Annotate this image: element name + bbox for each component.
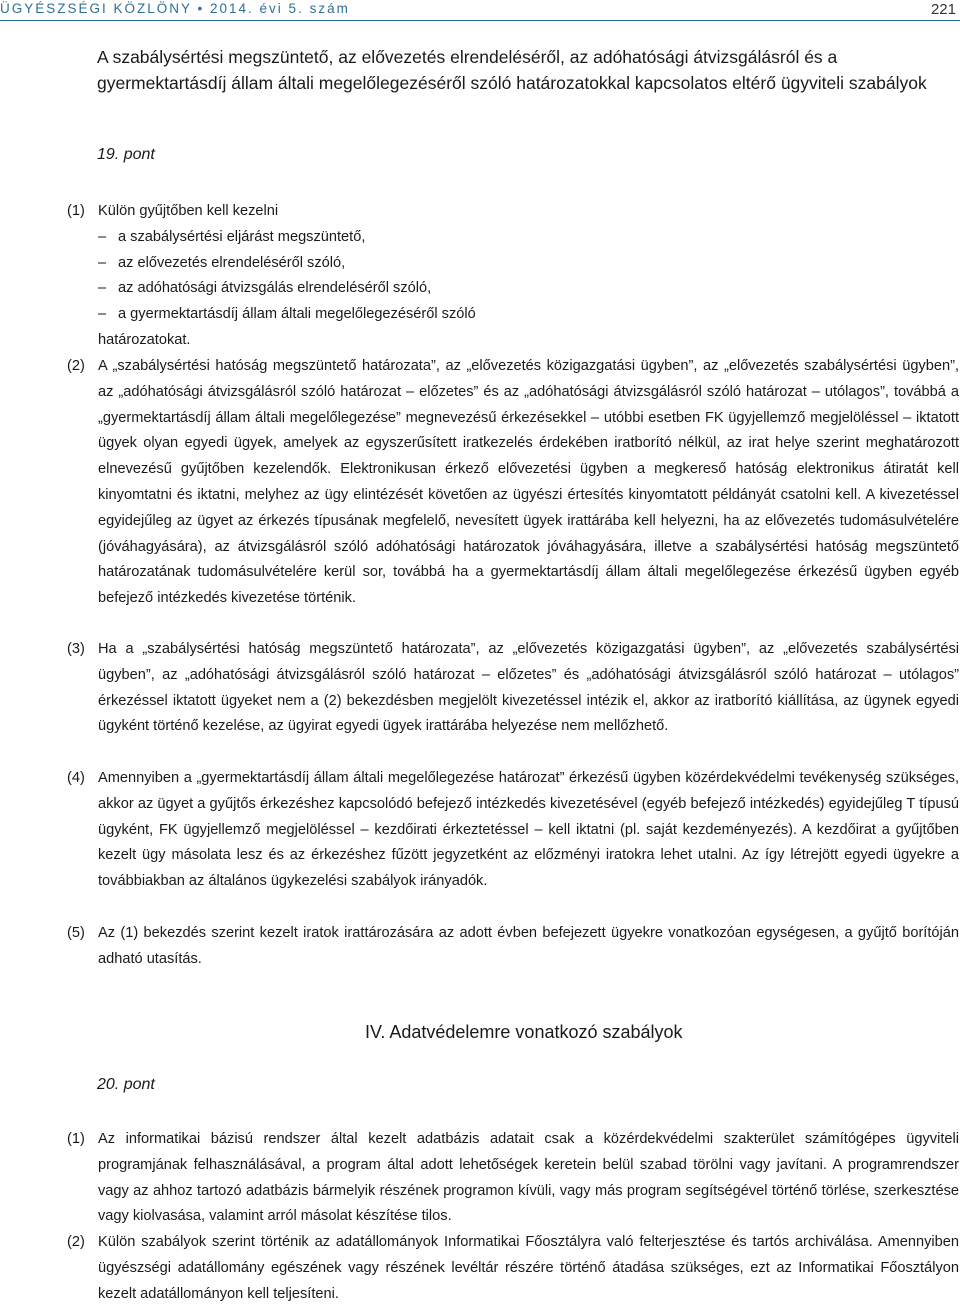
list-item (98, 302, 959, 328)
paragraph-text: Az informatikai bázisú rendszer által kezelt adatbázis adatait csak a közérdekvédelmi szakterület számítógépes ügyviteli programjának felhasználásával, a program által adott lehetőségek keretein belül szabad törölni vagy javítani. A programrendszer vagy az ahhoz tartozó adatbázis bármelyik részének programon kívüli, vagy más program segítségével történő törlése, szerkesztése vagy kiolvasása, valamint arról másolat készítése tilos. (98, 1131, 959, 1225)
list-item-text: az elővezetés elrendeléséről szóló, (118, 254, 346, 271)
pont-19-label: 19. pont (97, 146, 155, 163)
paragraph-text: Amennyiben a „gyermektartásdíj állam általi megelőlegezése határozat” érkezésű ügyben közérdekvédelmi tevékenység szükséges, akkor az ügyet a gyűjtős érkezéshez kapcsolódó befejező intézkedés kivezetésével (egyéb befejező intézkedés) egyidejűleg T típusú ügyként, FK ügyjellemző megjelöléssel – kezdőirati érkeztetéssel – kell iktatni (pl. saját kezdeményezés). A kezdőirat a gyűjtőben kezelt ügy másolata lesz és az érkezéshez fűzött jegyzetként az előzményi iratokra lehet utalni. Az így létrejött egyedi ügyekre a továbbiakban az általános ügykezelési szabályok irányadók. (98, 770, 959, 890)
paragraph-number: (3) (67, 641, 85, 657)
list-item (98, 276, 959, 302)
paragraph-number: (4) (67, 770, 85, 786)
dash-marker: – (98, 306, 107, 323)
pont-19-paragraph-5 (67, 921, 959, 973)
paragraph-intro: Külön gyűjtőben kell kezelni (98, 203, 279, 219)
paragraph-number: (2) (67, 1234, 85, 1250)
list-item-text: a szabálysértési eljárást megszüntető, (118, 228, 366, 245)
paragraph-text (98, 199, 959, 354)
pont-19-paragraph-1 (67, 199, 959, 354)
chapter-title: IV. Adatvédelemre vonatkozó szabályok (365, 1022, 683, 1042)
paragraph-number: (5) (67, 925, 85, 941)
journal-title: ÜGYÉSZSÉGI KÖZLÖNY • 2014. évi 5. szám (0, 1, 350, 16)
pont-20-paragraph-1 (67, 1127, 959, 1230)
dash-marker: – (98, 280, 107, 297)
pont-19-paragraph-3 (67, 637, 959, 740)
pont-20-label: 20. pont (97, 1076, 155, 1093)
dash-marker: – (98, 228, 107, 245)
dash-marker: – (98, 254, 107, 271)
list-item (98, 225, 959, 251)
page-number: 221 (930, 1, 956, 18)
list-item (98, 251, 959, 277)
paragraph-text: Ha a „szabálysértési hatóság megszüntető határozata”, az „elővezetés közigazgatási ügyben”, az „elővezetés szabálysértési ügyben”, az „adóhatósági átvizsgálásról szóló határozat – előzetes” és „adóhatósági átvizsgálásról szóló határozat – utólagos” érkezéssel iktatott ügyeket nem a (2) bekezdésben megjelölt kivezetéssel intézik el, akkor az iratborító kiállítása, az ügynek egyedi ügyként történő kezelése, az ügyirat egyedi ügyek irattárába helyezése nem mellőzhető. (98, 641, 959, 735)
pont-19-paragraph-4 (67, 766, 959, 895)
paragraph-number: (2) (67, 358, 85, 374)
section-title: A szabálysértési megszüntető, az elővezetés elrendeléséről, az adóhatósági átvizsgálásról és a gyermektartásdíj állam általi megelőlegezéséről szóló határozatokkal kapcsolatos eltérő ügyviteli szabályok (97, 47, 927, 93)
pont-19-paragraph-2 (67, 354, 959, 612)
list-item-text: a gyermektartásdíj állam általi megelőlegezéséről szóló (118, 306, 476, 323)
running-head (0, 0, 960, 20)
paragraph-number: (1) (67, 1131, 85, 1147)
paragraph-number: (1) (67, 203, 85, 219)
paragraph-text: Az (1) bekezdés szerint kezelt iratok irattározására az adott évben befejezett ügyekre vonatkozóan egységesen, a gyűjtő borítóján adható utasítás. (98, 925, 959, 967)
pont-20-paragraph-2 (67, 1230, 959, 1307)
header-rule (0, 20, 960, 21)
list-item-text: az adóhatósági átvizsgálás elrendeléséről szóló, (118, 280, 432, 297)
paragraph-end: határozatokat. (98, 331, 191, 348)
paragraph-text: Külön szabályok szerint történik az adatállományok Informatikai Főosztályra való felterjesztése és tartós archiválása. Amennyiben ügyészségi adatállomány egészének vagy részének levéltár részére történő átadása szükséges, ezt az Informatikai Főosztályon kezelt adatállományon kell teljesíteni. (98, 1234, 959, 1302)
paragraph-text: A „szabálysértési hatóság megszüntető határozata”, az „elővezetés közigazgatási ügyben”, az „elővezetés szabálysértési ügyben”, az „adóhatósági átvizsgálásról szóló határozat – előzetes” és az „adóhatósági átvizsgálásról szóló határozat – utólagos”, továbbá a „gyermektartásdíj állam általi megelőlegezése” megnevezésű érkezésekkel – utóbbi esetben FK ügyjellemző megjelöléssel – iktatott ügyek olyan egyedi ügyek, amelyek az egyszerűsített iratkezelés érdekében iratborító nélkül, az irat helye szerint meghatározott elnevezésű gyűjtőben kezelendők. Elektronikusan érkező elővezetési ügyben a megkereső hatóság elektronikus átiratát kell kinyomtatni és iktatni, melyhez az ügy elintézését követően az ügyészi értesítés kinyomtatott példányát csatolni kell. A kivezetéssel egyidejűleg az ügyet az érkezés típusának megfelelő, nevesített ügyek irattárába kell helyezni, ha az elővezetés tudomásulvételére (jóváhagyására), az átvizsgálásról szóló adóhatósági határozatok jóváhagyására, illetve a szabálysértési hatóság megszüntető határozatának tudomásulvételére kerül sor, továbbá ha a gyermektartásdíj állam általi megelőlegezése érkezésű ügyben egyéb befejező intézkedés kivezetése történik. (98, 358, 959, 607)
